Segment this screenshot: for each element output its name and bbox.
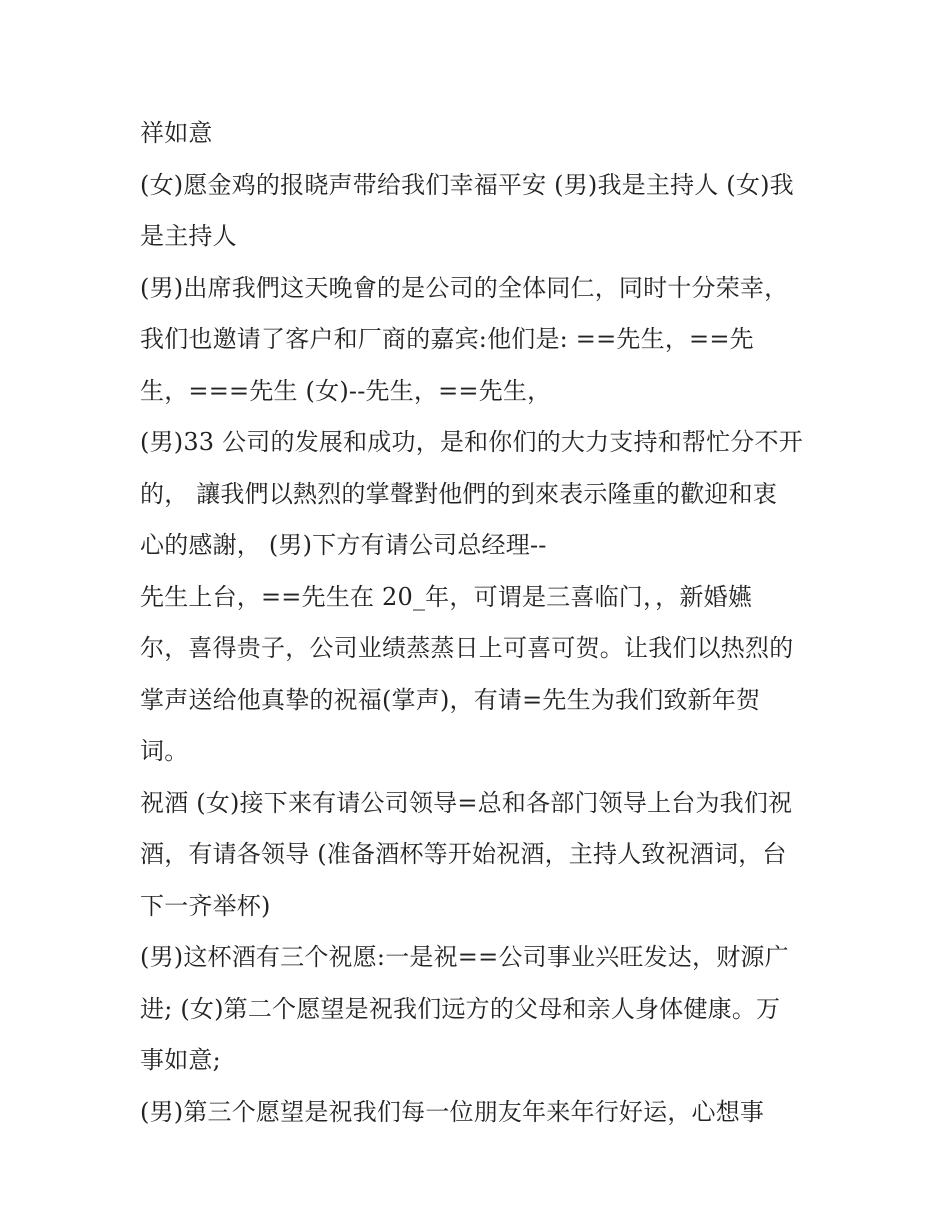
text-line: (女)愿金鸡的报晓声带给我们幸福平安 (男)我是主持人 (女)我 [140, 170, 794, 199]
text-line: 尔，喜得贵子，公司业绩蒸蒸日上可喜可贺。让我们以热烈的 [140, 634, 794, 662]
text-line: 酒，有请各领导 (准备酒杯等开始祝酒，主持人致祝酒词，台 [140, 840, 787, 868]
text-line: (男)33 公司的发展和成功，是和你们的大力支持和帮忙分不开 [140, 428, 803, 456]
document-body [140, 108, 820, 1138]
text-line: 是主持人 [140, 222, 237, 250]
text-line: 进; (女)第二个愿望是祝我们远方的父母和亲人身体健康。万 [140, 994, 781, 1023]
text-line: (男)这杯酒有三个祝愿:一是祝==公司事业兴旺发达，财源广 [140, 943, 789, 971]
text-line: (男)第三个愿望是祝我们每一位朋友年来年行好运，心想事 [140, 1097, 765, 1126]
text-line: 词。 [140, 737, 189, 765]
text-line: 祝酒 (女)接下来有请公司领导=总和各部门领导上台为我们祝 [140, 788, 793, 817]
text-line: 我们也邀请了客户和厂商的嘉宾:他们是: ==先生，==先 [140, 325, 754, 353]
text-line: 掌声送给他真挚的祝福(掌声)，有请=先生为我们致新年贺 [140, 685, 761, 714]
text-line: 下一齐举杯) [140, 891, 271, 920]
text-line: 事如意; [140, 1046, 221, 1074]
text-line: 先生上台，==先生在 20_年，可谓是三喜临门，，新婚嬿 [140, 582, 752, 611]
text-line: 祥如意 [140, 119, 213, 147]
text-line: 的， 讓我們以熱烈的掌聲對他們的到來表示隆重的歡迎和衷 [140, 479, 778, 508]
text-line: (男)出席我們这天晚會的是公司的全体同仁，同时十分荣幸， [140, 273, 789, 302]
text-line: 心的感謝， (男)下方有请公司总经理-- [140, 531, 547, 559]
text-line: 生，===先生 (女)--先生，==先生， [140, 376, 552, 405]
